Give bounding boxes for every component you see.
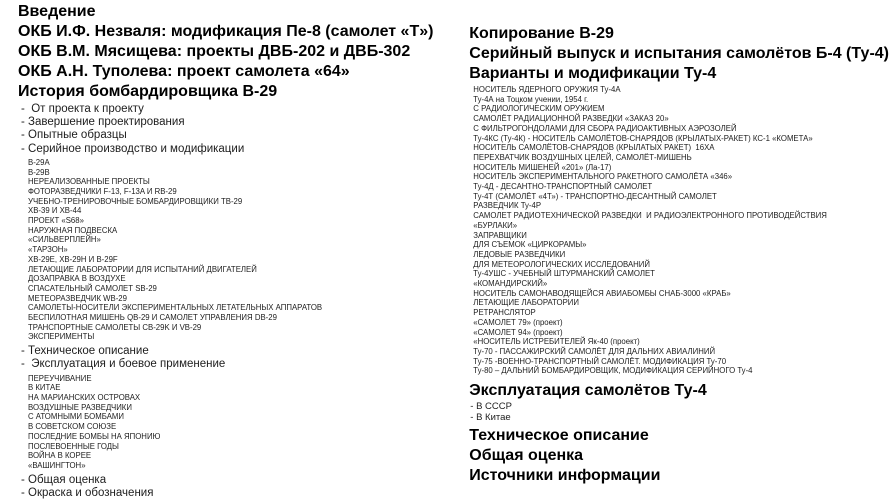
toc-heading: Введение	[18, 3, 96, 20]
toc-subentry: ДЛЯ МЕТЕОРОЛОГИЧЕСКИХ ИССЛЕДОВАНИЙ	[473, 259, 650, 269]
toc-entry-small: - В СССР	[470, 401, 512, 413]
toc-subentry: НЕРЕАЛИЗОВАННЫЕ ПРОЕКТЫ	[28, 177, 150, 187]
toc-heading: Общая оценка	[469, 447, 584, 465]
toc-subentry: УЧЕБНО-ТРЕНИРОВОЧНЫЕ БОМБАРДИРОВЩИКИ ТВ-29	[28, 196, 243, 206]
toc-subentry: ВОЙНА В КОРЕЕ	[28, 451, 92, 461]
toc-subentry: ЭКСПЕРИМЕНТЫ	[28, 332, 95, 342]
toc-subentry: «САМОЛЕТ 94» (проект)	[473, 327, 563, 337]
toc-entry: - Завершение проектирования	[21, 116, 185, 129]
toc-subentry: ДОЗАПРАВКА В ВОЗДУХЕ	[28, 274, 126, 284]
toc-heading: Эксплуатация самолётов Ту-4	[469, 382, 707, 400]
toc-entry: - Техническое описание	[21, 345, 149, 358]
toc-subentry: Ту-4УШС - УЧЕБНЫЙ ШТУРМАНСКИЙ САМОЛЕТ	[473, 269, 655, 279]
toc-entry: - От проекта к проекту	[21, 103, 144, 115]
toc-subentry: «БУРЛАКИ»	[473, 220, 518, 230]
toc-subentry: НОСИТЕЛЬ ЯДЕРНОГО ОРУЖИЯ Ту-4А	[473, 85, 621, 94]
toc-heading: Техническое описание	[469, 427, 649, 445]
toc-subentry: В КИТАЕ	[28, 383, 61, 393]
toc-subentry: Ту-4КС (Ту-4К) - НОСИТЕЛЬ САМОЛЁТОВ-СНАРЯДОВ (КРЫЛАТЫХ-РАКЕТ) КС-1 «КОМЕТА»	[473, 133, 813, 143]
toc-subentry: НАРУЖНАЯ ПОДВЕСКА	[28, 225, 118, 235]
toc-subentry: НОСИТЕЛЬ ЭКСПЕРИМЕНТАЛЬНОГО РАКЕТНОГО САМОЛЁТА «346»	[473, 172, 733, 182]
toc-column-right	[468, 0, 889, 500]
toc-heading: ОКБ И.Ф. Незваля: модификация Пе-8 (самолет «Т»)	[18, 23, 434, 40]
toc-subentry: ХВ-39 И ХВ-44	[28, 206, 82, 216]
toc-subentry: Ту-70 - ПАССАЖИРСКИЙ САМОЛЁТ ДЛЯ ДАЛЬНИХ АВИАЛИНИЙ	[473, 346, 716, 356]
toc-heading: Серийный выпуск и испытания самолётов Б-4 (Ту-4)	[469, 45, 889, 62]
toc-subentry: С РАДИОЛОГИЧЕСКИМ ОРУЖИЕМ	[473, 104, 605, 114]
toc-subentry: B-29A	[28, 157, 50, 167]
toc-subentry: «НОСИТЕЛЬ ИСТРЕБИТЕЛЕЙ Як-40 (проект)	[473, 337, 640, 347]
toc-subentry: ЛЕТАЮЩИЕ ЛАБОРАТОРИИ ДЛЯ ИСПЫТАНИЙ ДВИГАТЕЛЕЙ	[28, 264, 257, 274]
toc-entry: - Опытные образцы	[21, 129, 127, 142]
toc-subentry: «КОМАНДИРСКИЙ»	[473, 279, 548, 289]
toc-subentry: ЛЕТАЮЩИЕ ЛАБОРАТОРИИ	[473, 298, 580, 308]
toc-heading: Источники информации	[469, 467, 661, 485]
toc-subentry: САМОЛЁТ РАДИАЦИОННОЙ РАЗВЕДКИ «ЗАКАЗ 20»	[473, 114, 669, 124]
toc-subentry: «ТАРЗОН»	[28, 245, 68, 255]
toc-entry: - Серийное производство и модификации	[21, 142, 245, 155]
toc-entry: - Окраска и обозначения	[21, 486, 154, 499]
toc-subentry: Ту-80 – ДАЛЬНИЙ БОМБАРДИРОВЩИК, МОДИФИКАЦИЯ СЕРИЙНОГО Ту-4	[473, 366, 753, 376]
toc-subentry: Ту-75 -ВОЕННО-ТРАНСПОРТНЫЙ САМОЛЁТ. МОДИФИКАЦИЯ Ту-70	[473, 356, 727, 366]
toc-subentry: НОСИТЕЛЬ САМОЛЁТОВ-СНАРЯДОВ (КРЫЛАТЫХ РАКЕТ) 16ХА	[473, 143, 715, 153]
toc-heading: ОКБ А.Н. Туполева: проект самолета «64»	[18, 63, 350, 80]
toc-heading: Копирование В-29	[469, 25, 614, 42]
toc-subentry: ЛЕДОВЫЕ РАЗВЕДЧИКИ	[473, 249, 566, 259]
toc-subentry: НА МАРИАНСКИХ ОСТРОВАХ	[28, 392, 141, 402]
toc-subentry: НОСИТЕЛЬ САМОНАВОДЯЩЕЙСЯ АВИАБОМБЫ СНАБ-3000 «КРАБ»	[473, 288, 731, 298]
toc-subentry: ПОСЛЕДНИЕ БОМБЫ НА ЯПОНИЮ	[28, 431, 161, 441]
toc-subentry: ХВ-29Е, ХВ-29Н И В-29F	[28, 254, 118, 264]
toc-subentry: В СОВЕТСКОМ СОЮЗЕ	[28, 422, 117, 432]
toc-heading: История бомбардировщика В-29	[18, 83, 278, 100]
toc-subentry: ЗАПРАВЩИКИ	[473, 230, 527, 240]
toc-subentry: РЕТРАНСЛЯТОР	[473, 308, 536, 318]
toc-subentry: ДЛЯ СЪЕМОК «ЦИРКОРАМЫ»	[473, 240, 587, 250]
toc-subentry: С ФИЛЬТРОГОНДОЛАМИ ДЛЯ СБОРА РАДИОАКТИВНЫХ АЭРОЗОЛЕЙ	[473, 123, 737, 133]
toc-subentry: Ту-4А на Тоцком учении, 1954 г.	[473, 94, 589, 104]
toc-subentry: РАЗВЕДЧИК Ту-4Р	[473, 201, 542, 211]
toc-subentry: ПЕРЕХВАТЧИК ВОЗДУШНЫХ ЦЕЛЕЙ, САМОЛЁТ-МИШЕНЬ	[473, 152, 692, 162]
toc-subentry: «ВАШИНГТОН»	[28, 460, 86, 470]
toc-subentry: МЕТЕОРАЗВЕДЧИК WB-29	[28, 293, 127, 303]
toc-subentry: «САМОЛЕТ 79» (проект)	[473, 317, 563, 327]
toc-subentry: С АТОМНЫМИ БОМБАМИ	[28, 412, 124, 422]
toc-subentry: Ту-4Т (САМОЛЁТ «4Т») - ТРАНСПОРТНО-ДЕСАНТНЫЙ САМОЛЕТ	[473, 191, 717, 201]
toc-subentry: ТРАНСПОРТНЫЕ САМОЛЕТЫ CB-29K И VB-29	[28, 322, 202, 332]
toc-subentry: B-29B	[28, 167, 50, 177]
toc-heading: ОКБ В.М. Мясищева: проекты ДВБ-202 и ДВБ-302	[18, 43, 411, 60]
toc-subentry: ВОЗДУШНЫЕ РАЗВЕДЧИКИ	[28, 402, 132, 412]
toc-entry-small: - В Китае	[470, 412, 511, 424]
toc-subentry: САМОЛЕТ РАДИОТЕХНИЧЕСКОЙ РАЗВЕДКИ И РАДИОЭЛЕКТРОННОГО ПРОТИВОДЕЙСТВИЯ	[473, 211, 827, 221]
toc-subentry: СПАСАТЕЛЬНЫЙ САМОЛЕТ SB-29	[28, 283, 157, 293]
toc-heading: Варианты и модификации Ту-4	[469, 65, 717, 82]
toc-subentry: ПОСЛЕВОЕННЫЕ ГОДЫ	[28, 441, 119, 451]
toc-subentry: БЕСПИЛОТНАЯ МИШЕНЬ QB-29 И САМОЛЕТ УПРАВЛЕНИЯ DB-29	[28, 313, 277, 323]
toc-subentry: ПРОЕКТ «S68»	[28, 216, 84, 226]
toc-subentry: НОСИТЕЛЬ МИШЕНЕЙ «201» (Ла-17)	[473, 162, 612, 172]
toc-entry: - Эксплуатация и боевое применение	[21, 358, 226, 371]
toc-subentry: ФОТОРАЗВЕДЧИКИ F-13, F-13A И RB-29	[28, 186, 177, 196]
toc-subentry: САМОЛЕТЫ-НОСИТЕЛИ ЭКСПЕРИМЕНТАЛЬНЫХ ЛЕТАТЕЛЬНЫХ АППАРАТОВ	[28, 303, 323, 313]
toc-subentry: Ту-4Д - ДЕСАНТНО-ТРАНСПОРТНЫЙ САМОЛЕТ	[473, 182, 653, 192]
toc-subentry: ПЕРЕУЧИВАНИЕ	[28, 373, 92, 383]
toc-entry: - Общая оценка	[21, 473, 107, 486]
toc-subentry: «СИЛЬВЕРПЛЕЙН»	[28, 235, 101, 245]
